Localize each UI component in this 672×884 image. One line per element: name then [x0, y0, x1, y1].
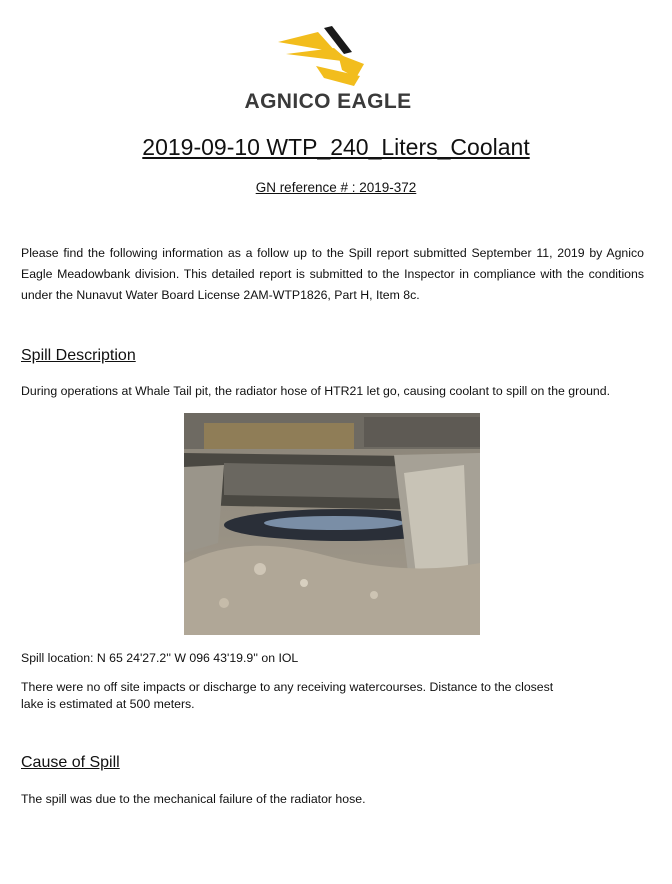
reference-number: GN reference # : 2019-372 — [255, 180, 417, 195]
spill-site-photo — [184, 413, 480, 635]
company-logo — [230, 26, 430, 116]
spill-description-text: During operations at Whale Tail pit, the radiator hose of HTR21 let go, causing coolant to spill on the ground. — [21, 384, 611, 398]
eagle-logo-icon — [278, 26, 388, 88]
cause-heading: Cause of Spill — [21, 754, 120, 771]
impact-line-2: lake is estimated at 500 meters. — [21, 697, 195, 711]
impact-line-1: There were no off site impacts or discharge to any receiving watercourses. Distance to the closest — [21, 680, 554, 694]
spill-description-heading: Spill Description — [21, 347, 136, 364]
intro-paragraph: Please find the following information as a follow up to the Spill report submitted September 11, 2019 by Agnico Eagle Meadowbank division. This detailed report is submitted to the Inspector in compliance with the conditions under the Nunavut Water Board License 2AM-WTP1826, Part H, Item 8c. — [21, 246, 644, 302]
logo-wordmark: AGNICO EAGLE — [244, 90, 412, 113]
page-title: 2019-09-10 WTP_240_Liters_Coolant — [142, 134, 530, 160]
spill-location: Spill location: N 65 24'27.2'' W 096 43'19.9'' on IOL — [21, 651, 299, 665]
cause-text: The spill was due to the mechanical failure of the radiator hose. — [21, 792, 366, 806]
